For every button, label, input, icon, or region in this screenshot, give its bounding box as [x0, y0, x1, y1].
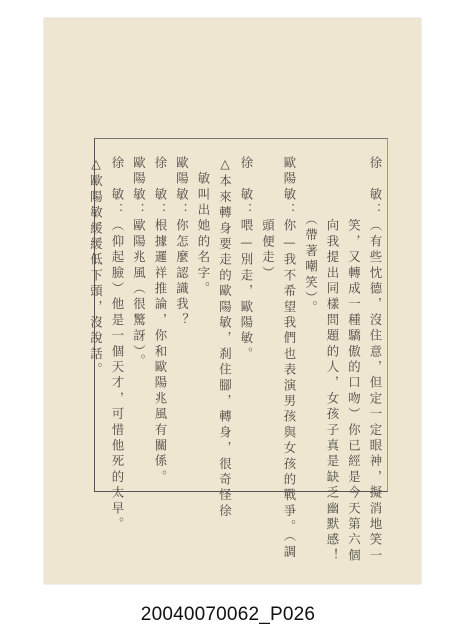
text-column: 歐陽敏：你—我不希望我們也表演男孩與女孩的戰爭。（調 — [282, 156, 297, 561]
text-column: 徐 敏：（有些忱德，沒住意，但定一定眼神，擬消地笑一 — [368, 156, 383, 565]
text-column: 頭便走） — [260, 156, 276, 282]
text-column: 徐 敏：喂—別走，歐陽敏。 — [239, 156, 254, 363]
text-column: 歐陽敏：歐陽兆風（很驚訝）。 — [131, 156, 147, 370]
text-column: △歐陽敏緩緩低下頭，沒說話。 — [88, 156, 104, 379]
document-page — [44, 18, 421, 584]
text-column: 向我提出同樣問題的人，女孩子真是缺乏幽默感！ — [325, 156, 340, 565]
text-column: 笑，又轉成一種驕傲的口吻）你已經是今天第六個 — [346, 156, 362, 565]
script-text — [88, 156, 386, 565]
image-caption: 20040070062_P026 — [140, 604, 316, 625]
text-column: 徐 敏：根據邏祥推論，你和歐陽兆風有關係。 — [153, 156, 168, 486]
text-column: △本來轉身要走的歐陽敏，刹住腳，轉身，很奇怪徐 — [217, 156, 233, 520]
text-column: 敏叫出她的名字。 — [196, 156, 211, 298]
text-column: 歐陽敏：你怎麼認識我？ — [174, 156, 190, 329]
text-column: （帶著嘲笑）。 — [303, 156, 319, 317]
text-column: 徐 敏：（仰起臉）他是一個天才，可惜他死的太早。 — [110, 156, 125, 533]
